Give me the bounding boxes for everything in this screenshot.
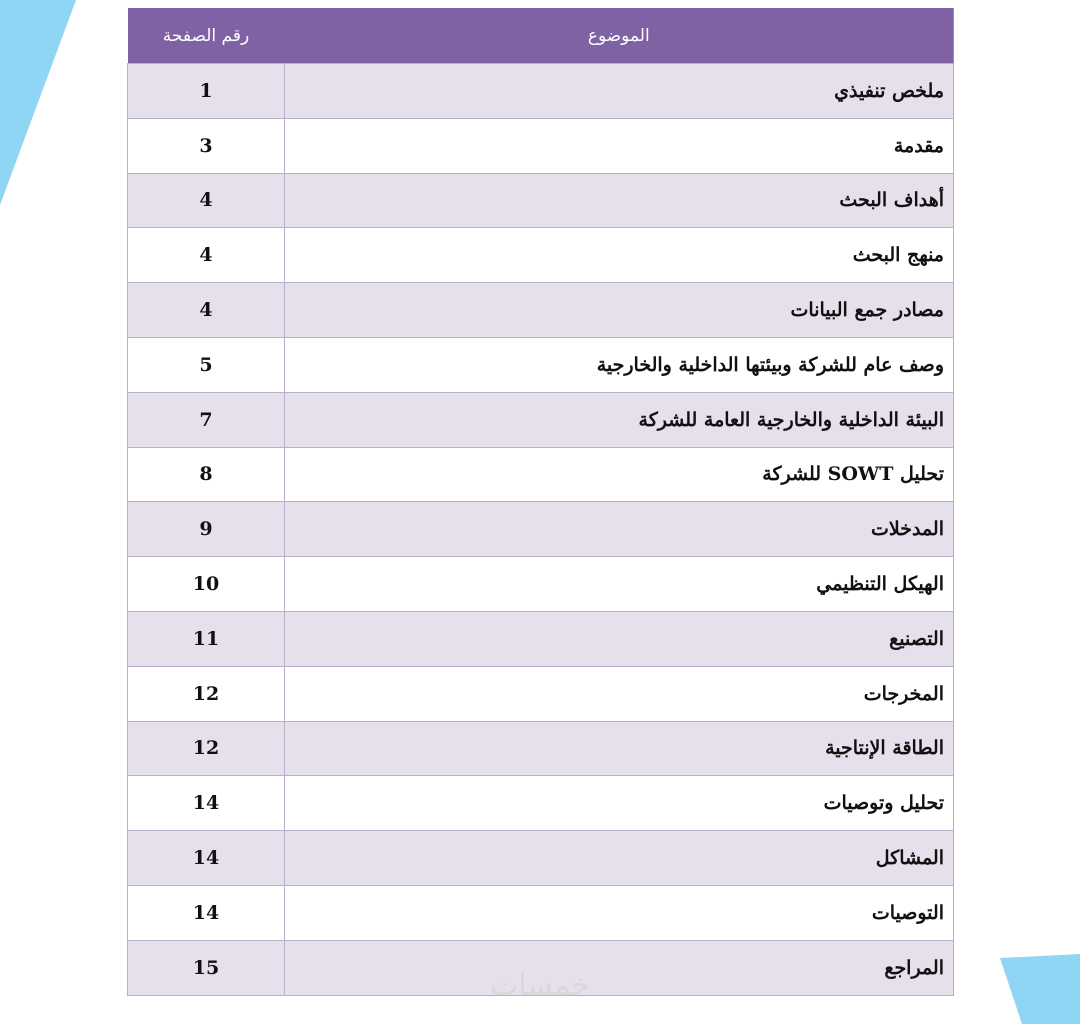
- header-topic: الموضوع: [285, 8, 954, 64]
- table-row: [128, 392, 954, 447]
- table-row: [128, 118, 954, 173]
- topic-cell: المراجع: [285, 940, 954, 995]
- page-number-cell: 8: [128, 447, 285, 502]
- table-row: [128, 502, 954, 557]
- table-row: [128, 721, 954, 776]
- topic-cell: البيئة الداخلية والخارجية العامة للشركة: [285, 392, 954, 447]
- topic-cell: وصف عام للشركة وبيئتها الداخلية والخارجية: [285, 337, 954, 392]
- page-number-cell: 4: [128, 228, 285, 283]
- topic-cell: منهج البحث: [285, 228, 954, 283]
- topic-cell: تحليل SOWT للشركة: [285, 447, 954, 502]
- table-row: [128, 228, 954, 283]
- table-row: [128, 64, 954, 119]
- page-number-cell: 14: [128, 885, 285, 940]
- watermark-logo: خمسات: [489, 968, 591, 1003]
- table-row: [128, 337, 954, 392]
- table-row: [128, 776, 954, 831]
- page-number-cell: 12: [128, 721, 285, 776]
- page-number-cell: 15: [128, 940, 285, 995]
- page-number-cell: 12: [128, 666, 285, 721]
- topic-cell: مصادر جمع البيانات: [285, 283, 954, 338]
- topic-cell: مقدمة: [285, 118, 954, 173]
- page-number-cell: 9: [128, 502, 285, 557]
- page-number-cell: 4: [128, 283, 285, 338]
- topic-cell: أهداف البحث: [285, 173, 954, 228]
- decorative-blue-shape-right: [990, 954, 1080, 1024]
- table-row: [128, 666, 954, 721]
- topic-cell: ملخص تنفيذي: [285, 64, 954, 119]
- table-header-row: [128, 8, 954, 64]
- topic-cell: المشاكل: [285, 831, 954, 886]
- page-number-cell: 1: [128, 64, 285, 119]
- table-row: [128, 283, 954, 338]
- topic-cell: تحليل وتوصيات: [285, 776, 954, 831]
- topic-cell: الهيكل التنظيمي: [285, 557, 954, 612]
- topic-cell: التصنيع: [285, 611, 954, 666]
- page-number-cell: 4: [128, 173, 285, 228]
- table-row: [128, 885, 954, 940]
- table-row: [128, 173, 954, 228]
- topic-cell: المدخلات: [285, 502, 954, 557]
- topic-cell: الطاقة الإنتاجية: [285, 721, 954, 776]
- table-of-contents: [127, 8, 954, 996]
- page-number-cell: 11: [128, 611, 285, 666]
- table-row: [128, 447, 954, 502]
- table-row: [128, 611, 954, 666]
- page-number-cell: 3: [128, 118, 285, 173]
- decorative-blue-shape-left: [0, 0, 80, 210]
- topic-cell: التوصيات: [285, 885, 954, 940]
- topic-cell: المخرجات: [285, 666, 954, 721]
- page-number-cell: 14: [128, 831, 285, 886]
- page-number-cell: 7: [128, 392, 285, 447]
- page-number-cell: 14: [128, 776, 285, 831]
- page-number-cell: 5: [128, 337, 285, 392]
- header-page-number: رقم الصفحة: [128, 8, 285, 64]
- table-row: [128, 557, 954, 612]
- page-number-cell: 10: [128, 557, 285, 612]
- table-row: [128, 831, 954, 886]
